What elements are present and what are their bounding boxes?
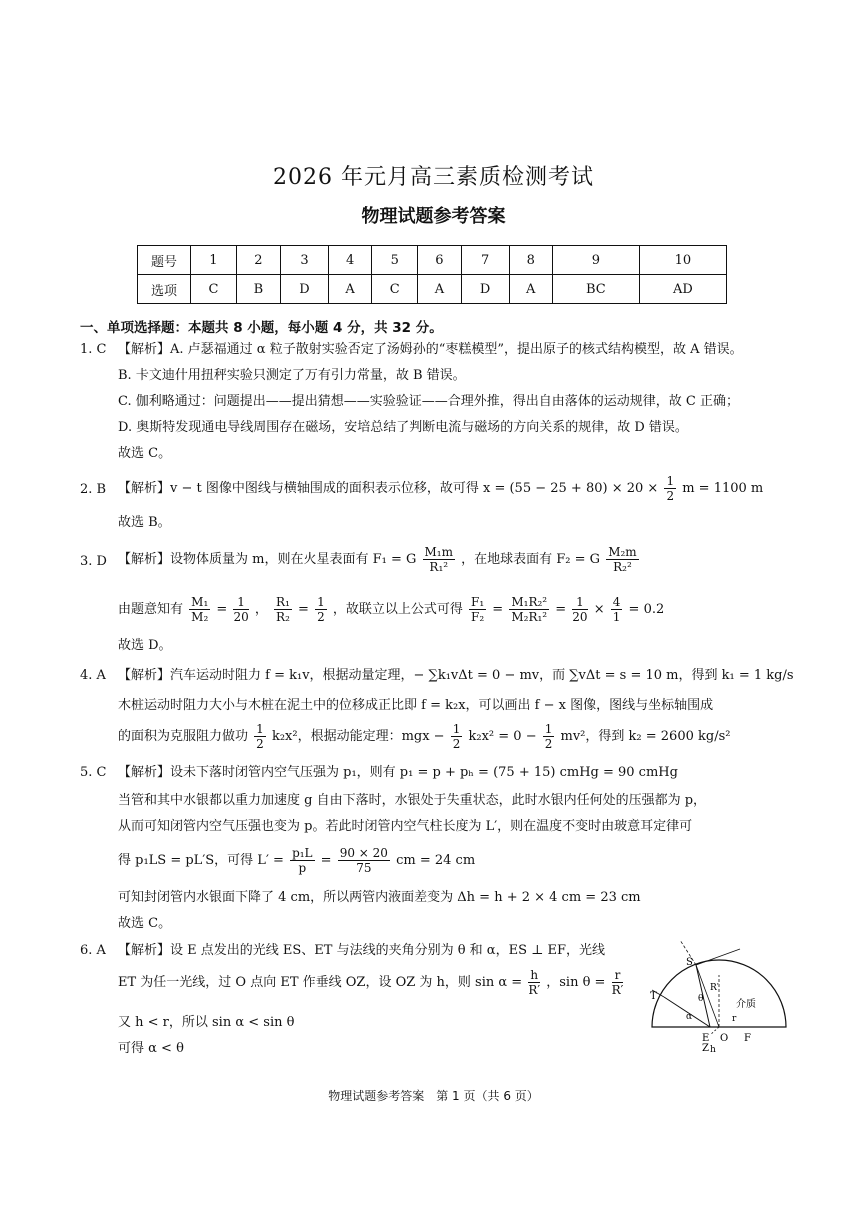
table-cell: D xyxy=(461,275,509,304)
label-medium: 介质 xyxy=(736,999,756,1010)
fraction xyxy=(611,595,623,624)
q5-text: cm = 24 cm xyxy=(396,853,476,868)
fraction xyxy=(469,595,486,624)
denominator: 20 xyxy=(233,610,249,624)
fraction xyxy=(423,545,455,574)
numerator: 1 xyxy=(572,595,587,610)
q3-text: = 0.2 xyxy=(628,602,665,617)
denominator: 20 xyxy=(572,610,588,624)
answer-row xyxy=(138,275,727,304)
numerator: M₁ xyxy=(191,595,209,609)
q3-number: 3. D xyxy=(80,554,107,569)
table-cell: BC xyxy=(552,275,639,304)
fraction xyxy=(528,968,540,997)
q6-line: 可得 α < θ xyxy=(118,1041,184,1056)
q3-text: ，在地球表面有 F₂ = G xyxy=(461,552,601,567)
fraction xyxy=(572,595,587,624)
q2-text: 【解析】v − t 图像中图线与横轴围成的面积表示位移，故可得 x = (55 − 25 + 80) × 20 × xyxy=(118,481,659,496)
q5-line: 可知封闭管内水银面下降了 4 cm，所以两管内液面差变为 Δh = h + 2 × 4 cm = 23 cm xyxy=(118,890,641,905)
label-r: r xyxy=(732,1014,737,1024)
denominator: 1 xyxy=(612,610,621,624)
table-cell: 10 xyxy=(639,246,726,275)
denominator: 2 xyxy=(256,737,264,751)
denominator: p xyxy=(298,861,307,875)
q4-text: 的面积为克服阻力做功 xyxy=(118,729,249,744)
table-cell: C xyxy=(191,275,237,304)
equals-sign: = xyxy=(555,602,567,617)
q1-line: 【解析】A. 卢瑟福通过 α 粒子散射实验否定了汤姆孙的“枣糕模型”，提出原子的核式结构模型，故 A 错误。 xyxy=(118,342,743,357)
equals-sign: = xyxy=(320,853,332,868)
label-E: E xyxy=(702,1033,710,1044)
numerator: M₁R₂² xyxy=(511,595,548,609)
answer-table xyxy=(137,245,727,304)
table-cell: 8 xyxy=(509,246,552,275)
table-cell: A xyxy=(328,275,371,304)
refracted-ray xyxy=(696,949,740,965)
q4-text: k₂x² = 0 − xyxy=(468,729,537,744)
q4-text: mv²，得到 k₂ = 2600 kg/s² xyxy=(560,729,731,744)
numerator: 1 xyxy=(544,722,553,736)
q3-line xyxy=(118,595,664,624)
fraction xyxy=(664,474,676,503)
numerator: 4 xyxy=(612,595,621,609)
question-number-row xyxy=(138,246,727,275)
fraction xyxy=(254,722,266,751)
q1-line: B. 卡文迪什用扭秤实验只测定了万有引力常量，故 B 错误。 xyxy=(118,368,466,383)
numerator: 1 xyxy=(256,722,264,736)
numerator: h xyxy=(528,968,540,983)
fraction xyxy=(233,595,248,624)
q3-text: 由题意知有 xyxy=(118,602,184,617)
numerator: F₁ xyxy=(471,595,485,609)
q2-text: m = 1100 m xyxy=(682,481,764,496)
row-label-question: 题号 xyxy=(138,246,191,275)
equals-sign: = xyxy=(298,602,309,617)
q4-line: 【解析】汽车运动时阻力 f = k₁v，根据动量定理，− ∑k₁vΔt = 0 − mv，而 ∑vΔt = s = 10 m，得到 k₁ = 1 kg/s xyxy=(118,668,794,683)
numerator: M₁m xyxy=(424,545,453,559)
numerator: p₁L xyxy=(292,846,313,860)
q5-line: 【解析】设未下落时闭管内空气压强为 p₁，则有 p₁ = p + pₕ = (75 + 15) cmHg = 90 cmHg xyxy=(118,765,678,780)
fraction xyxy=(543,722,555,751)
table-cell: 9 xyxy=(552,246,639,275)
table-cell: 1 xyxy=(191,246,237,275)
q4-text: k₂x²，根据动能定理：mgx − xyxy=(271,729,445,744)
label-alpha: α xyxy=(686,1012,693,1022)
numerator: 1 xyxy=(452,722,461,736)
times-sign: × xyxy=(593,602,605,617)
q5-number: 5. C xyxy=(80,765,107,780)
answer-subtitle: 物理试题参考答案 xyxy=(361,206,506,227)
table-cell: 3 xyxy=(281,246,329,275)
numerator: 90 × 20 xyxy=(339,846,388,860)
optics-diagram xyxy=(640,935,800,1055)
denominator: 75 xyxy=(356,861,372,875)
numerator: R₁ xyxy=(276,595,290,609)
numerator: 1 xyxy=(666,474,675,488)
numerator: 1 xyxy=(233,595,248,610)
table-cell: 2 xyxy=(236,246,280,275)
label-R: R′ xyxy=(710,983,719,993)
comma: ， xyxy=(254,602,268,617)
denominator: R′ xyxy=(611,983,624,997)
denominator: R₂² xyxy=(613,560,632,574)
numerator: 1 xyxy=(317,595,325,609)
fraction xyxy=(290,846,314,875)
q6-line: 【解析】设 E 点发出的光线 ES、ET 与法线的夹角分别为 θ 和 α，ES ⊥ EF，光线 xyxy=(118,943,605,958)
q2-line xyxy=(118,474,763,503)
numerator: r xyxy=(612,968,624,983)
q6-text: ET 为任一光线，过 O 点向 ET 作垂线 OZ，设 OZ 为 h，则 sin α = xyxy=(118,975,523,990)
denominator: R₂ xyxy=(276,610,290,624)
denominator: 2 xyxy=(452,737,461,751)
numerator: M₂m xyxy=(608,545,637,559)
fraction xyxy=(274,595,292,624)
denominator: M₂R₁² xyxy=(511,610,548,624)
table-cell: C xyxy=(372,275,418,304)
q4-number: 4. A xyxy=(80,668,106,683)
q4-line xyxy=(118,722,730,751)
fraction xyxy=(612,968,624,997)
q5-line: 故选 C。 xyxy=(118,916,172,931)
fraction xyxy=(315,595,327,624)
table-cell: AD xyxy=(639,275,726,304)
denominator: M₂ xyxy=(191,610,209,624)
q5-text: 得 p₁LS = pL′S，可得 L′ = xyxy=(118,853,284,868)
q3-line xyxy=(118,545,641,574)
label-Z: Z xyxy=(702,1043,709,1054)
row-label-answer: 选项 xyxy=(138,275,191,304)
fraction xyxy=(606,545,638,574)
table-cell: A xyxy=(418,275,461,304)
fraction xyxy=(451,722,463,751)
denominator: 2 xyxy=(666,489,675,503)
label-T: T xyxy=(650,991,657,1002)
q6-number: 6. A xyxy=(80,943,106,958)
label-S: S xyxy=(686,957,693,968)
equals-sign: = xyxy=(216,602,228,617)
q3-text: 【解析】设物体质量为 m，则在火星表面有 F₁ = G xyxy=(118,552,417,567)
label-O: O xyxy=(720,1033,729,1044)
q2-number: 2. B xyxy=(80,482,107,497)
q5-line xyxy=(118,846,475,875)
denominator: R₁² xyxy=(429,560,449,574)
table-cell: A xyxy=(509,275,552,304)
page-footer: 物理试题参考答案 第 1 页（共 6 页） xyxy=(328,1089,539,1103)
q2-line: 故选 B。 xyxy=(118,515,171,530)
q6-line xyxy=(118,968,625,997)
q1-line: 故选 C。 xyxy=(118,446,172,461)
table-cell: 5 xyxy=(372,246,418,275)
label-h: h xyxy=(710,1045,716,1055)
table-cell: 7 xyxy=(461,246,509,275)
perpendicular-OZ xyxy=(710,1027,719,1035)
q1-line: D. 奥斯特发现通电导线周围存在磁场，安培总结了判断电流与磁场的方向关系的规律，故 D 错误。 xyxy=(118,420,688,435)
table-cell: B xyxy=(236,275,280,304)
table-cell: 4 xyxy=(328,246,371,275)
denominator: F₂ xyxy=(471,610,485,624)
q5-line: 当管和其中水银都以重力加速度 g 自由下落时，水银处于失重状态，此时水银内任何处的压强都为 p， xyxy=(118,793,707,808)
q4-line: 木桩运动时阻力大小与木桩在泥土中的位移成正比即 f = k₂x，可以画出 f − x 图像，图线与坐标轴围成 xyxy=(118,698,714,713)
q3-line: 故选 D。 xyxy=(118,638,172,653)
q6-text: ，sin θ = xyxy=(546,975,606,990)
label-theta: θ xyxy=(698,994,704,1004)
fraction xyxy=(338,846,390,875)
q1-number: 1. C xyxy=(80,342,107,357)
denominator: R′ xyxy=(528,983,541,997)
label-F: F xyxy=(744,1033,751,1044)
denominator: 2 xyxy=(317,610,325,624)
exam-title: 2026 年元月高三素质检测考试 xyxy=(273,165,594,190)
fraction xyxy=(189,595,210,624)
table-cell: D xyxy=(281,275,329,304)
section-heading: 一、单项选择题：本题共 8 小题，每小题 4 分，共 32 分。 xyxy=(80,320,443,336)
denominator: 2 xyxy=(544,737,553,751)
q1-line: C. 伽利略通过：问题提出——提出猜想——实验验证——合理外推，得出自由落体的运动规律，故 C 正确； xyxy=(118,394,739,409)
q3-text: ，故联立以上公式可得 xyxy=(332,602,463,617)
fraction xyxy=(509,595,549,624)
q6-line: 又 h < r，所以 sin α < sin θ xyxy=(118,1015,295,1030)
table-cell: 6 xyxy=(418,246,461,275)
equals-sign: = xyxy=(492,602,504,617)
q5-line: 从而可知闭管内空气压强也变为 p。若此时闭管内空气柱长度为 L′，则在温度不变时由玻意耳定律可 xyxy=(118,819,693,834)
